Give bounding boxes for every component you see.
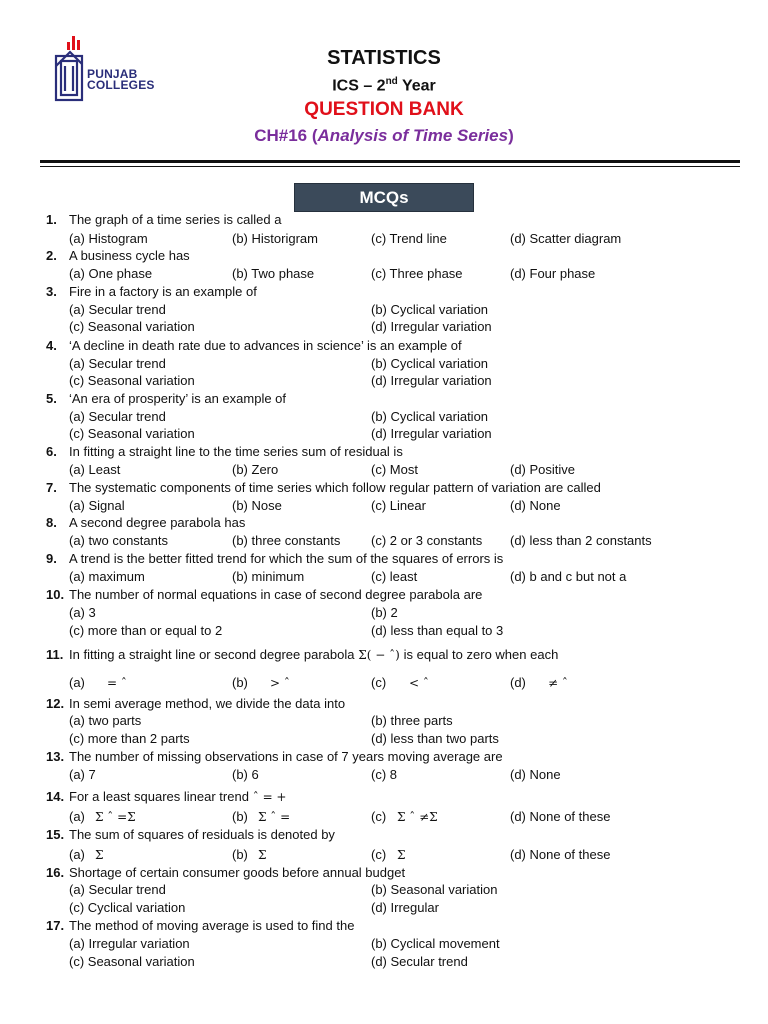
question-text: A trend is the better fitted trend for which the sum of the squares of errors is (69, 551, 504, 566)
answer-formula: Σ ˆ = (258, 810, 291, 824)
answer-formula: ≠ ˆ (548, 676, 568, 690)
question-number: 16. (46, 865, 65, 880)
answer-option: (a) 7 (69, 767, 96, 782)
answer-option: (a) Secular trend (69, 356, 166, 371)
question-text: Shortage of certain consumer goods before annual budget (69, 865, 406, 880)
answer-option: (c) more than or equal to 2 (69, 623, 223, 638)
question-number: 14. (46, 789, 65, 804)
question-number: 5. (46, 391, 57, 406)
question-text: For a least squares linear trend ˆ = + (69, 789, 287, 804)
question-text-after: is equal to zero when each (403, 647, 559, 662)
answer-option: (b) Cyclical movement (371, 936, 500, 951)
answer-option: (a) Histogram (69, 231, 148, 246)
answer-option: (c) (371, 675, 387, 690)
answer-option: (d) None (510, 767, 561, 782)
question-text: A second degree parabola has (69, 515, 246, 530)
answer-option: (b) Nose (232, 498, 282, 513)
answer-option: (c) least (371, 569, 418, 584)
answer-option: (c) Linear (371, 498, 426, 513)
answer-formula: Σ (258, 848, 267, 862)
answer-option: (d) None of these (510, 809, 611, 824)
question-text: A business cycle has (69, 248, 190, 263)
answer-formula: Σ ˆ =Σ (95, 810, 136, 824)
answer-option: (d) less than equal to 3 (371, 623, 504, 638)
question-text: The method of moving average is used to find the (69, 918, 355, 933)
answer-formula: > ˆ (270, 676, 290, 690)
answer-option: (c) Three phase (371, 266, 463, 281)
answer-option: (b) (232, 847, 248, 862)
answer-option: (a) two constants (69, 533, 168, 548)
answer-option: (c) Seasonal variation (69, 373, 195, 388)
answer-option: (d) b and c but not a (510, 569, 627, 584)
question-number: 4. (46, 338, 57, 353)
answer-option: (d) Positive (510, 462, 576, 477)
question-text: The graph of a time series is called a (69, 212, 282, 227)
question-number: 12. (46, 696, 65, 711)
answer-option: (b) Cyclical variation (371, 356, 489, 371)
answer-option: (a) Secular trend (69, 302, 166, 317)
answer-option: (c) Seasonal variation (69, 954, 195, 969)
answer-option: (a) Secular trend (69, 882, 166, 897)
question-text: Fire in a factory is an example of (69, 284, 257, 299)
answer-option: (d) Scatter diagram (510, 231, 622, 246)
question-number: 17. (46, 918, 65, 933)
answer-option: (d) Irregular variation (371, 426, 492, 441)
answer-formula: = ˆ (107, 676, 127, 690)
answer-option: (a) Secular trend (69, 409, 166, 424)
header-rule-thin (40, 166, 740, 167)
answer-option: (b) 2 (371, 605, 398, 620)
question-number: 3. (46, 284, 57, 299)
answer-option: (c) Trend line (371, 231, 447, 246)
answer-option: (c) more than 2 parts (69, 731, 190, 746)
answer-option: (b) minimum (232, 569, 305, 584)
answer-option: (b) (232, 675, 248, 690)
answer-option: (b) Cyclical variation (371, 302, 489, 317)
question-text: In fitting a straight line or second degree parabola Σ( − ˆ) is equal to zero when each (69, 647, 559, 662)
logo-text: PUNJAB COLLEGES (87, 67, 155, 92)
question-number: 8. (46, 515, 57, 530)
answer-formula: Σ ˆ ≠Σ (397, 810, 438, 824)
answer-option: (b) (232, 809, 248, 824)
answer-option: (b) Cyclical variation (371, 409, 489, 424)
answer-option: (d) (510, 675, 526, 690)
answer-option: (d) Irregular (371, 900, 439, 915)
answer-option: (a) maximum (69, 569, 145, 584)
answer-option: (b) Seasonal variation (371, 882, 498, 897)
question-text: In fitting a straight line to the time series sum of residual is (69, 444, 403, 459)
answer-formula: < ˆ (409, 676, 429, 690)
answer-option: (b) Zero (232, 462, 279, 477)
question-text: ‘A decline in death rate due to advances in science’ is an example of (69, 338, 462, 353)
question-text: The number of missing observations in case of 7 years moving average are (69, 749, 503, 764)
answer-option: (d) None of these (510, 847, 611, 862)
answer-option: (b) 6 (232, 767, 259, 782)
question-text: The systematic components of time series which follow regular pattern of variation are called (69, 480, 601, 495)
answer-option: (d) less than two parts (371, 731, 499, 746)
question-number: 13. (46, 749, 65, 764)
answer-option: (a) (69, 809, 85, 824)
answer-option: (a) One phase (69, 266, 153, 281)
answer-option: (b) Historigram (232, 231, 318, 246)
question-text: ‘An era of prosperity’ is an example of (69, 391, 287, 406)
question-number: 6. (46, 444, 57, 459)
answer-option: (b) three parts (371, 713, 453, 728)
question-number: 2. (46, 248, 57, 263)
question-bank-title: QUESTION BANK (304, 99, 464, 120)
answer-option: (c) (371, 847, 387, 862)
answer-formula: Σ (397, 848, 406, 862)
question-formula: Σ( − ˆ) (354, 648, 404, 662)
answer-formula: Σ (95, 848, 104, 862)
header-rule (40, 160, 740, 163)
answer-option: (d) Irregular variation (371, 373, 492, 388)
answer-option: (d) Four phase (510, 266, 596, 281)
question-number: 7. (46, 480, 57, 495)
answer-option: (d) less than 2 constants (510, 533, 652, 548)
answer-option: (d) None (510, 498, 561, 513)
question-number: 1. (46, 212, 57, 227)
question-number: 9. (46, 551, 57, 566)
question-text: The sum of squares of residuals is denoted by (69, 827, 335, 842)
question-number: 15. (46, 827, 65, 842)
answer-option: (c) 2 or 3 constants (371, 533, 483, 548)
answer-option: (a) two parts (69, 713, 142, 728)
subject-title: STATISTICS (327, 47, 441, 69)
chapter-title: CH#16 (Analysis of Time Series) (254, 126, 514, 145)
class-title: ICS – 2nd Year (332, 76, 436, 95)
question-formula: ˆ = + (248, 790, 287, 804)
answer-option: (c) (371, 809, 387, 824)
answer-option: (b) three constants (232, 533, 341, 548)
question-text: The number of normal equations in case of second degree parabola are (69, 587, 483, 602)
answer-option: (a) Signal (69, 498, 125, 513)
answer-option: (d) Irregular variation (371, 319, 492, 334)
question-number: 11. (46, 647, 64, 662)
answer-option: (d) Secular trend (371, 954, 468, 969)
answer-option: (c) Most (371, 462, 418, 477)
answer-option: (a) Irregular variation (69, 936, 190, 951)
answer-option: (a) (69, 847, 85, 862)
answer-option: (c) Cyclical variation (69, 900, 186, 915)
answer-option: (c) 8 (371, 767, 397, 782)
mcqs-section-heading: MCQs (294, 183, 474, 212)
answer-option: (c) Seasonal variation (69, 319, 195, 334)
answer-option: (a) Least (69, 462, 121, 477)
answer-option: (b) Two phase (232, 266, 315, 281)
question-text: In semi average method, we divide the data into (69, 696, 346, 711)
answer-option: (a) (69, 675, 85, 690)
question-number: 10. (46, 587, 65, 602)
answer-option: (c) Seasonal variation (69, 426, 195, 441)
answer-option: (a) 3 (69, 605, 96, 620)
